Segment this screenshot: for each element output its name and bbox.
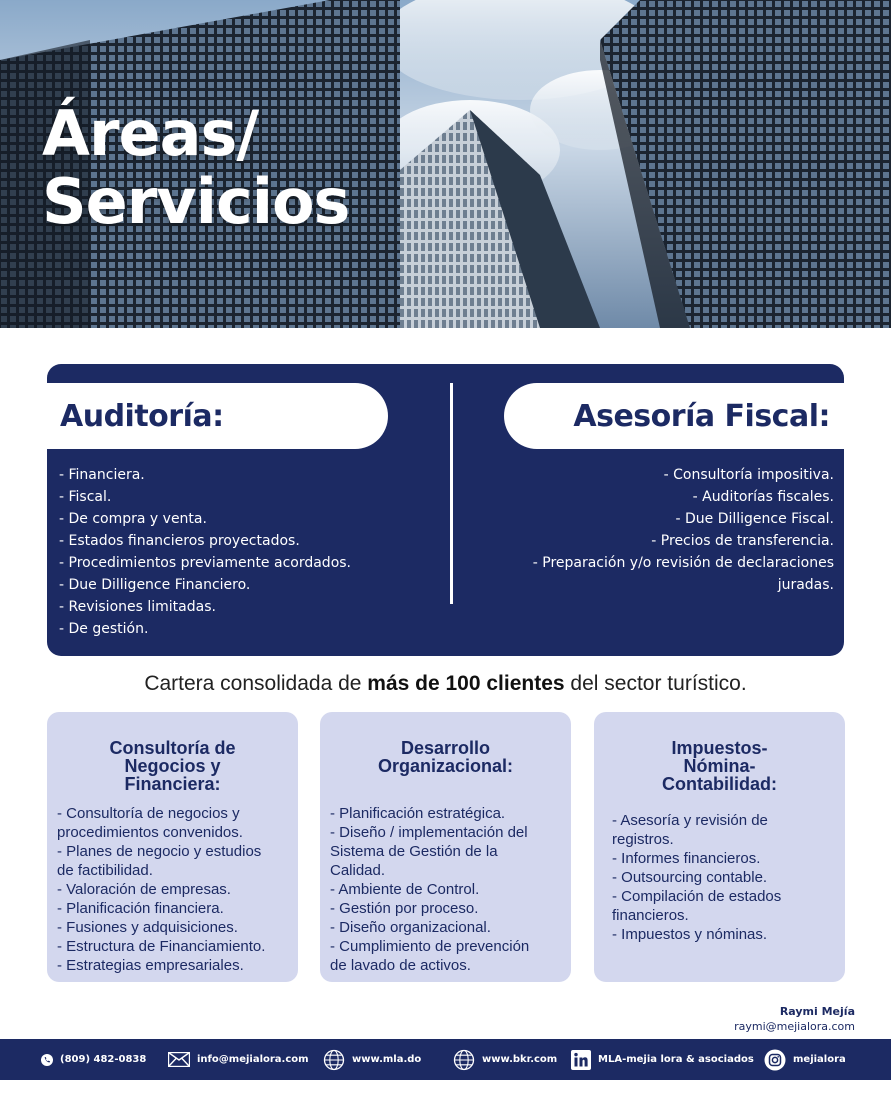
card-title-line: Contabilidad: <box>662 774 777 794</box>
footer-bar <box>0 1039 891 1080</box>
list-item: - Diseño / implementación del <box>330 824 528 841</box>
list-item: - Outsourcing contable. <box>612 869 768 886</box>
tagline <box>0 672 891 696</box>
hero-title-line-2: Servicios <box>42 165 350 238</box>
list-item: - Asesoría y revisión de <box>612 812 768 829</box>
list-item: - Financiera. <box>59 467 145 483</box>
footer-phone[interactable] <box>41 1039 146 1080</box>
card-title-line: Organizacional: <box>377 756 514 776</box>
list-item: Calidad. <box>330 862 386 879</box>
card-list <box>612 811 837 944</box>
card-title-line: Negocios y <box>124 756 221 776</box>
list-item: - Fusiones y adquisiciones. <box>57 919 238 936</box>
card-title-line: Financiera: <box>124 774 221 794</box>
phone-icon <box>41 1054 53 1066</box>
footer-web-bkr[interactable] <box>453 1039 557 1080</box>
tagline-highlight: más de 100 clientes <box>367 672 565 695</box>
list-item: - Consultoría impositiva. <box>663 467 834 483</box>
list-item: - Planificación financiera. <box>57 900 224 917</box>
auditoria-header <box>47 383 388 449</box>
card-title <box>47 739 298 793</box>
footer-email-text: info@mejialora.com <box>197 1054 309 1065</box>
list-item: - Precios de transferencia. <box>651 533 834 549</box>
list-item: - Valoración de empresas. <box>57 881 231 898</box>
panel-divider <box>450 383 453 604</box>
list-item: procedimientos convenidos. <box>57 824 243 841</box>
card-list <box>330 804 563 975</box>
tagline-after: del sector turístico. <box>564 672 747 695</box>
hero-title <box>42 97 350 238</box>
signature <box>734 1004 855 1034</box>
list-item: - De gestión. <box>59 621 149 637</box>
mail-icon <box>168 1052 190 1067</box>
linkedin-icon <box>571 1050 591 1070</box>
footer-email[interactable] <box>168 1039 309 1080</box>
list-item: juradas. <box>777 577 834 593</box>
list-item: - Due Dilligence Fiscal. <box>675 511 834 527</box>
signature-email[interactable]: raymi@mejialora.com <box>734 1020 855 1033</box>
list-item: registros. <box>612 831 674 848</box>
footer-web-mla-text: www.mla.do <box>352 1054 422 1065</box>
list-item: de lavado de activos. <box>330 957 471 974</box>
footer-phone-text: (809) 482-0838 <box>60 1054 147 1065</box>
footer-web-bkr-text: www.bkr.com <box>482 1054 558 1065</box>
list-item: - Estados financieros proyectados. <box>59 533 300 549</box>
list-item: - Fiscal. <box>59 489 112 505</box>
list-item: - Planes de negocio y estudios <box>57 843 262 860</box>
list-item: - Procedimientos previamente acordados. <box>59 555 352 571</box>
tagline-before: Cartera consolidada de <box>144 672 368 695</box>
list-item: Sistema de Gestión de la <box>330 843 498 860</box>
instagram-icon <box>764 1049 786 1071</box>
list-item: - Planificación estratégica. <box>330 805 506 822</box>
list-item: - Gestión por proceso. <box>330 900 479 917</box>
footer-instagram[interactable] <box>764 1039 846 1080</box>
list-item: - Preparación y/o revisión de declaraciones <box>532 555 834 571</box>
signature-name: Raymi Mejía <box>779 1005 855 1018</box>
list-item: - Consultoría de negocios y <box>57 805 240 822</box>
card-title-line: Consultoría de <box>109 738 236 758</box>
asesoria-header <box>504 383 844 449</box>
card-title-line: Nómina- <box>683 756 756 776</box>
list-item: - Informes financieros. <box>612 850 761 867</box>
list-item: de factibilidad. <box>57 862 153 879</box>
list-item: - De compra y venta. <box>59 511 207 527</box>
list-item: - Impuestos y nóminas. <box>612 926 768 943</box>
card-title <box>594 739 845 793</box>
hero-banner <box>0 0 891 328</box>
card-list <box>57 804 290 975</box>
card-title-line: Desarrollo <box>400 738 491 758</box>
card-title-line: Impuestos- <box>671 738 768 758</box>
list-item: - Compilación de estados <box>612 888 782 905</box>
card-consultoria <box>47 712 298 982</box>
card-desarrollo <box>320 712 571 982</box>
list-item: - Revisiones limitadas. <box>59 599 216 615</box>
asesoria-list <box>464 464 834 596</box>
card-title <box>320 739 571 775</box>
services-panel <box>47 364 844 656</box>
globe-icon <box>453 1049 475 1071</box>
footer-linkedin-text: MLA-mejia lora & asociados <box>598 1054 754 1065</box>
auditoria-title: Auditoría: <box>60 398 224 434</box>
globe-icon <box>323 1049 345 1071</box>
list-item: - Diseño organizacional. <box>330 919 491 936</box>
hero-title-line-1: Áreas/ <box>42 97 258 170</box>
list-item: - Due Dilligence Financiero. <box>59 577 251 593</box>
card-impuestos <box>594 712 845 982</box>
list-item: - Estructura de Financiamiento. <box>57 938 266 955</box>
list-item: - Auditorías fiscales. <box>692 489 834 505</box>
list-item: financieros. <box>612 907 689 924</box>
auditoria-list <box>59 464 439 640</box>
footer-linkedin[interactable] <box>571 1039 754 1080</box>
list-item: - Ambiente de Control. <box>330 881 480 898</box>
asesoria-title: Asesoría Fiscal: <box>573 398 830 434</box>
list-item: - Cumplimiento de prevención <box>330 938 530 955</box>
list-item: - Estrategias empresariales. <box>57 957 244 974</box>
footer-instagram-text: mejialora <box>793 1054 846 1065</box>
footer-web-mla[interactable] <box>323 1039 421 1080</box>
